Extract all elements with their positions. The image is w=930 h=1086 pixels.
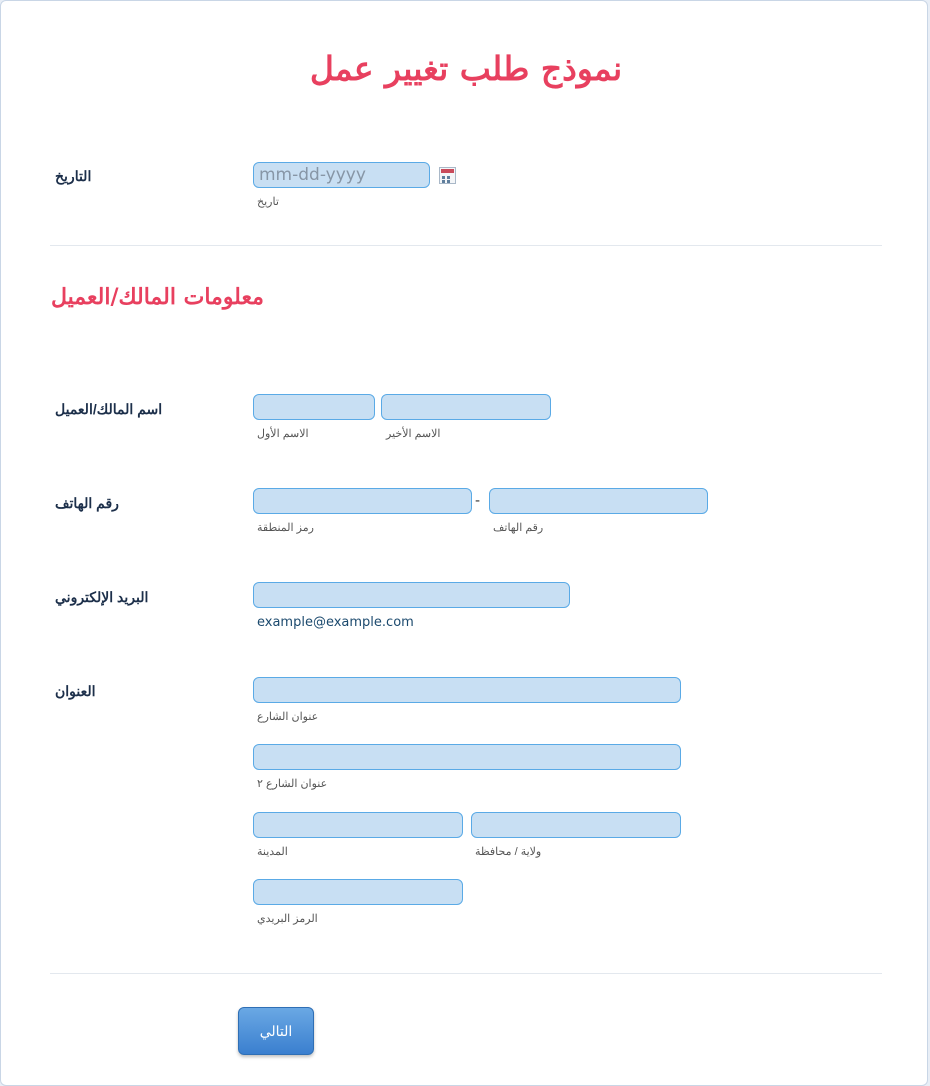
last-name-input[interactable] [381,394,551,420]
date-sublabel: تاريخ [257,196,279,208]
state-input[interactable] [471,812,681,838]
street-address-input[interactable] [253,677,681,703]
address-label: العنوان [55,683,96,699]
last-name-sublabel: الاسم الأخير [386,428,441,440]
date-input[interactable] [253,162,430,188]
divider [50,245,882,246]
phone-number-input[interactable] [489,488,708,514]
next-button[interactable]: التالي [238,1007,314,1055]
email-label: البريد الإلكتروني [55,589,149,605]
first-name-input[interactable] [253,394,375,420]
phone-separator: - [475,493,481,509]
phone-label: رقم الهاتف [55,495,119,511]
date-label: التاريخ [55,168,92,184]
area-code-sublabel: رمز المنطقة [257,522,314,534]
state-sublabel: ولاية / محافظة [475,846,542,858]
calendar-icon[interactable] [439,167,456,184]
owner-name-label: اسم المالك/العميل [55,401,163,417]
phone-number-sublabel: رقم الهاتف [493,522,544,534]
zip-sublabel: الرمز البريدي [257,913,318,925]
form-title: نموذج طلب تغيير عمل [309,49,623,88]
area-code-input[interactable] [253,488,472,514]
zip-input[interactable] [253,879,463,905]
street-address-2-sublabel: عنوان الشارع ٢ [257,778,328,790]
section-title: معلومات المالك/العميل [51,284,264,310]
email-sublabel: example@example.com [257,615,414,630]
email-input[interactable] [253,582,570,608]
divider [50,973,882,974]
city-input[interactable] [253,812,463,838]
first-name-sublabel: الاسم الأول [257,428,309,440]
street-address-sublabel: عنوان الشارع [257,711,319,723]
city-sublabel: المدينة [257,846,288,858]
street-address-2-input[interactable] [253,744,681,770]
